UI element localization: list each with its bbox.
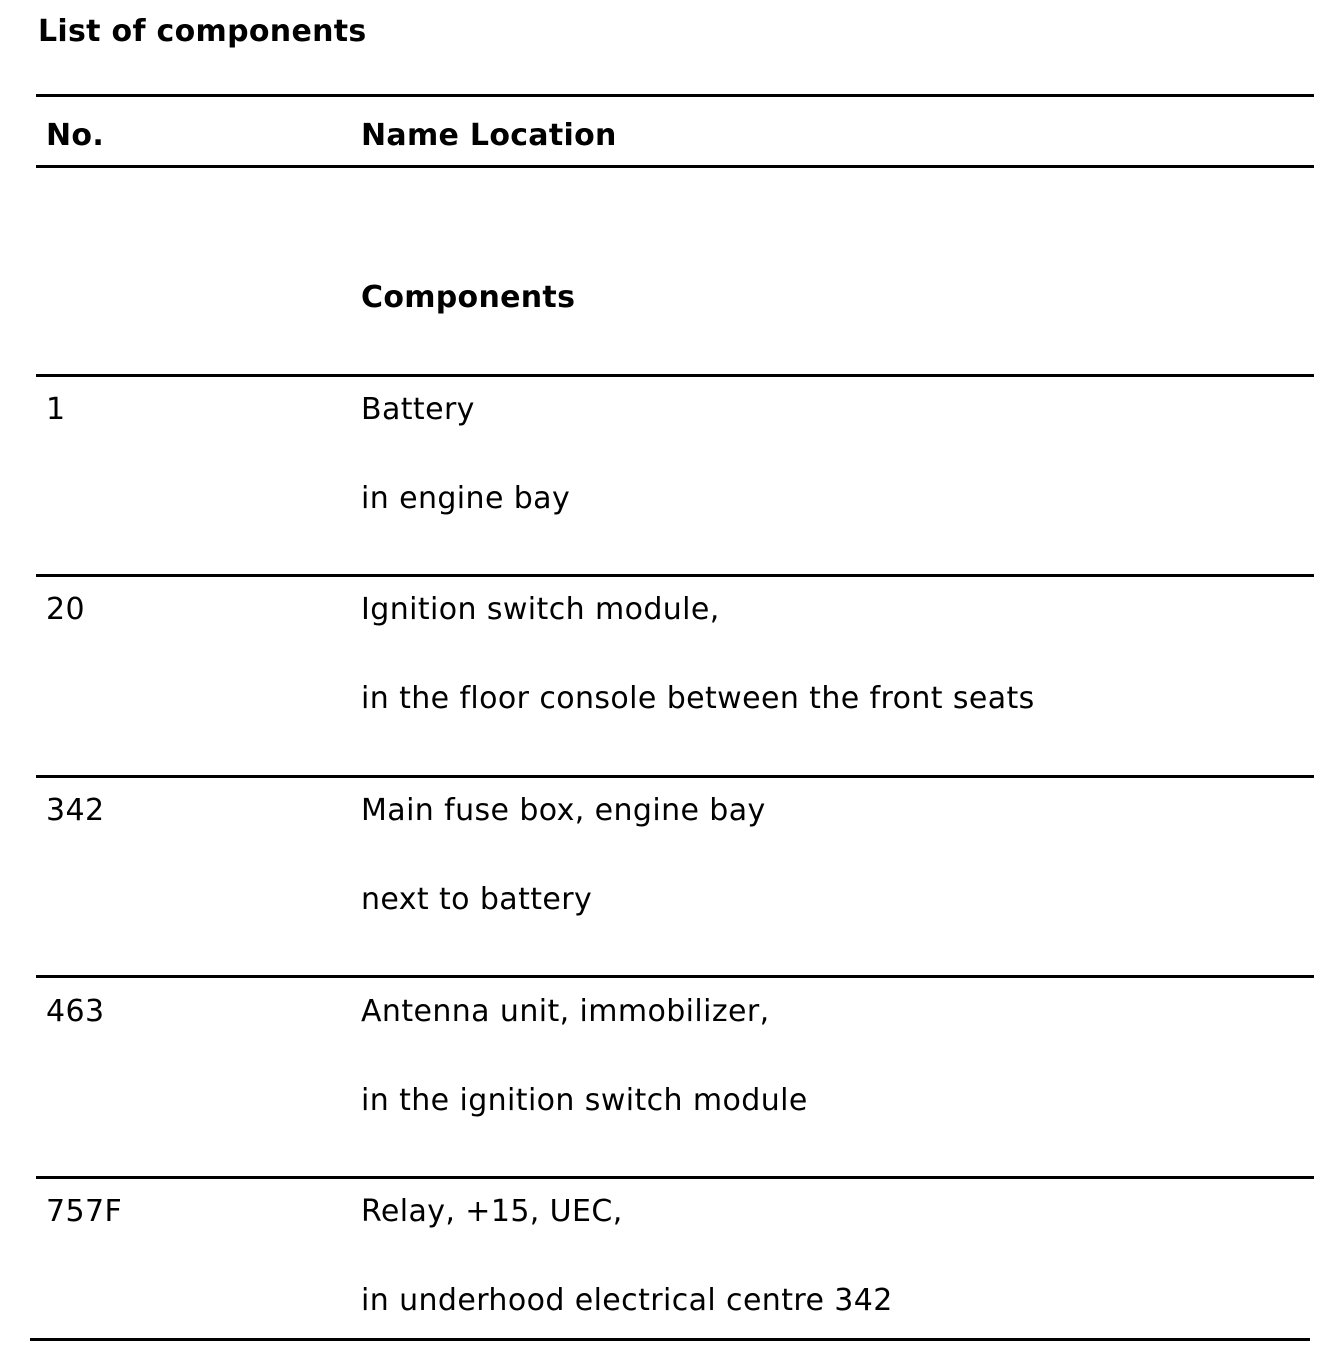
- section-heading: Components: [361, 280, 576, 315]
- component-name: Main fuse box, engine bay: [361, 793, 766, 828]
- row-divider: [36, 775, 1314, 778]
- component-name: Ignition switch module,: [361, 592, 720, 627]
- component-location: next to battery: [361, 882, 593, 917]
- row-number: 1: [46, 392, 66, 427]
- header-name-location: Name Location: [361, 118, 617, 153]
- header-bottom-rule: [36, 165, 1314, 168]
- component-name: Relay, +15, UEC,: [361, 1194, 623, 1229]
- component-location: in engine bay: [361, 481, 571, 516]
- row-number: 757F: [46, 1194, 123, 1229]
- row-divider: [36, 975, 1314, 978]
- row-divider: [36, 1176, 1314, 1179]
- component-name: Antenna unit, immobilizer,: [361, 994, 770, 1029]
- row-number: 20: [46, 592, 85, 627]
- component-name: Battery: [361, 392, 475, 427]
- page-title: List of components: [38, 14, 367, 49]
- row-divider: [36, 574, 1314, 577]
- table-top-rule: [36, 94, 1314, 97]
- row-number: 463: [46, 994, 105, 1029]
- component-location: in underhood electrical centre 342: [361, 1283, 893, 1318]
- row-number: 342: [46, 793, 105, 828]
- row-divider: [36, 374, 1314, 377]
- header-no: No.: [46, 118, 105, 153]
- component-location: in the floor console between the front seats: [361, 681, 1035, 716]
- table-bottom-rule: [30, 1338, 1310, 1341]
- component-location: in the ignition switch module: [361, 1083, 808, 1118]
